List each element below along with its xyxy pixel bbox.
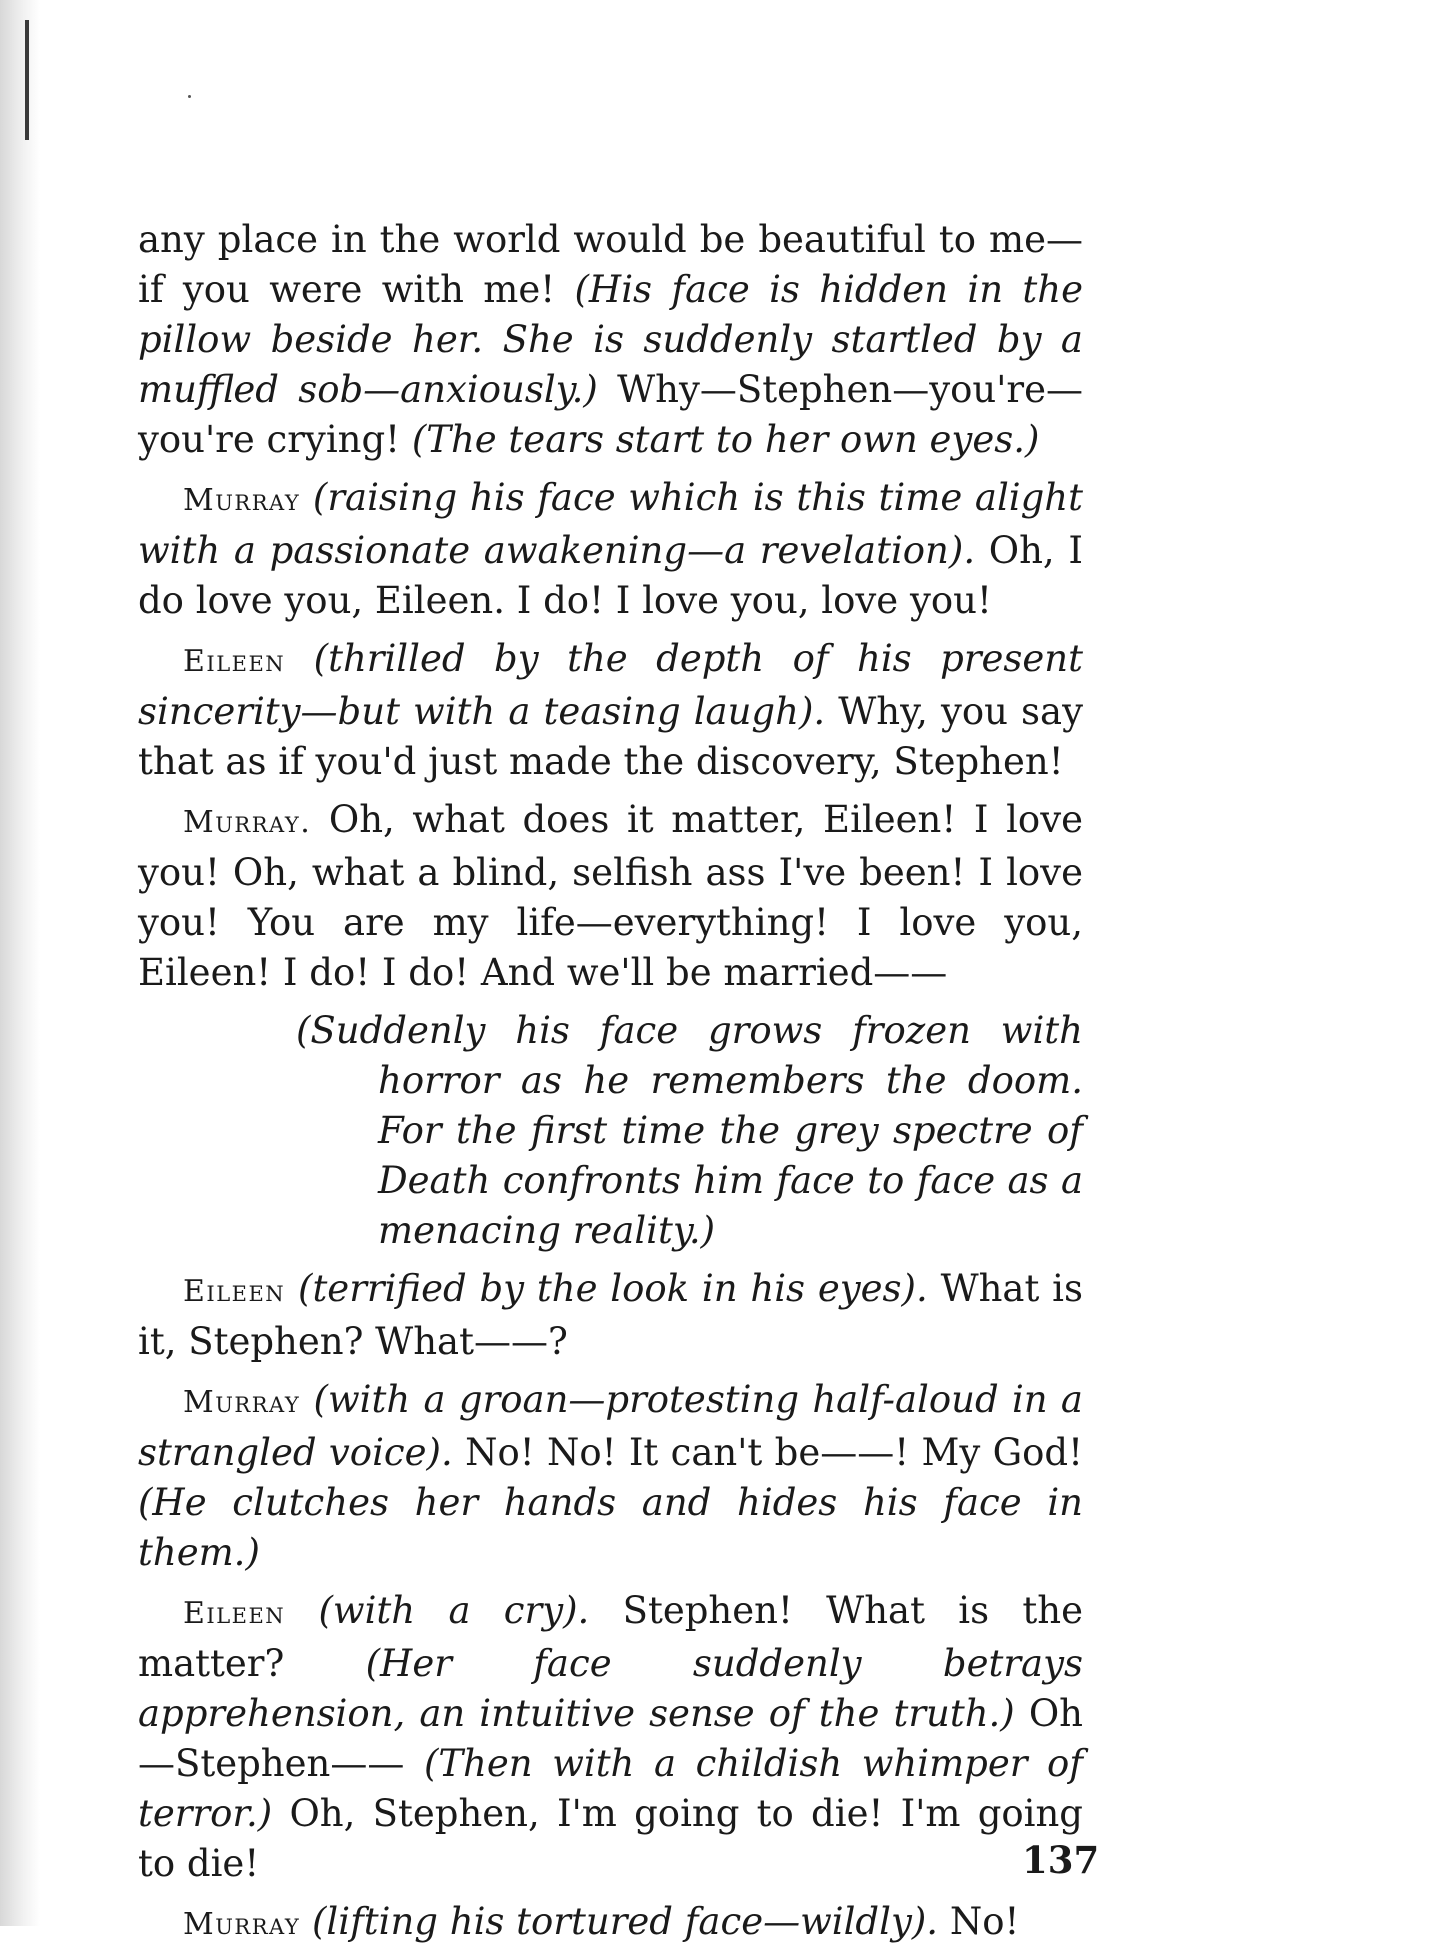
speaker-name: Eileen [183,644,286,679]
stage-direction-inline: (with a groan—protesting half-aloud in a strangled voice). [138,1378,1083,1474]
dialogue-paragraph [138,473,1083,626]
stage-direction-inline: (terrified by the look in his eyes). [285,1267,928,1310]
stage-direction-inline: (thrilled by the depth of his present sincerity—but with a teasing laugh). [138,637,1083,733]
speaker-name: Murray [183,1385,301,1420]
speaker-name: Murray. [183,805,312,840]
dialogue-text: Oh—Stephen—— [138,1692,1083,1785]
stage-direction-inline: (The tears start to her own eyes.) [411,418,1040,461]
dialogue-text: What is it, Stephen? What——? [138,1267,1083,1363]
dialogue-paragraph [138,634,1083,787]
dialogue-text: No! No! It can't be——! My God! [452,1431,1083,1474]
dialogue-text: Oh, what does it matter, Eileen! I love you! Oh, what a blind, selfish ass I've been! I love you! You are my life—everything! I love you, Eileen! I do! I do! And we'll be married—— [138,798,1083,994]
dialogue-paragraph [138,1586,1100,1889]
stage-direction-inline: (with a cry). [285,1589,590,1632]
dialogue-text: Oh, Stephen, I'm going to die! I'm going to die! [138,1792,1083,1885]
continuation-paragraph [138,215,1083,465]
stage-direction: (Suddenly his face grows frozen with horror as he remembers the doom. For the first time the grey spectre of Death confronts him face to face as a menacing reality.) [296,1009,1083,1252]
stage-direction-inline: (Her face suddenly betrays apprehension, an intuitive sense of the truth.) [138,1642,1083,1735]
binding-mark [25,20,29,140]
stage-direction-inline: (raising his face which is this time alight with a passionate awakening—a revelation). [138,476,1083,572]
dialogue-paragraph [138,1264,1083,1367]
stage-direction-inline: (His face is hidden in the pillow beside her. She is suddenly startled by a muffled sob—anxiously.) [138,268,1083,411]
dialogue-paragraph [138,1375,1083,1578]
play-text-body [138,215,1100,1958]
speaker-name: Eileen [183,1596,286,1631]
speaker-name: Murray [183,483,301,518]
dialogue-text: Why—Stephen—you're—you're crying! [138,368,1083,461]
dialogue-paragraph [138,1897,1083,1950]
stage-direction-inline: (lifting his tortured face—wildly). [300,1900,939,1943]
speaker-name: Murray [183,1907,301,1942]
page-number: 137 [1022,1838,1100,1882]
dialogue-text: Why, you say that as if you'd just made the discovery, Stephen! [138,690,1083,783]
speaker-name: Eileen [183,1274,286,1309]
dialogue-text: No! [938,1900,1020,1943]
stage-direction-inline: (Then with a childish whimper of terror.) [138,1742,1083,1835]
dialogue-text: any place in the world would be beautiful to me—if you were with me! [138,218,1083,311]
speck [188,95,191,98]
dialogue-paragraph [138,795,1083,998]
dialogue-text: Oh, I do love you, Eileen. I do! I love you, love you! [138,529,1083,622]
stage-direction-inline: (He clutches her hands and hides his face in them.) [138,1481,1083,1574]
dialogue-text: Stephen! What is the matter? [138,1589,1083,1685]
page-gutter-shadow [0,0,40,1926]
